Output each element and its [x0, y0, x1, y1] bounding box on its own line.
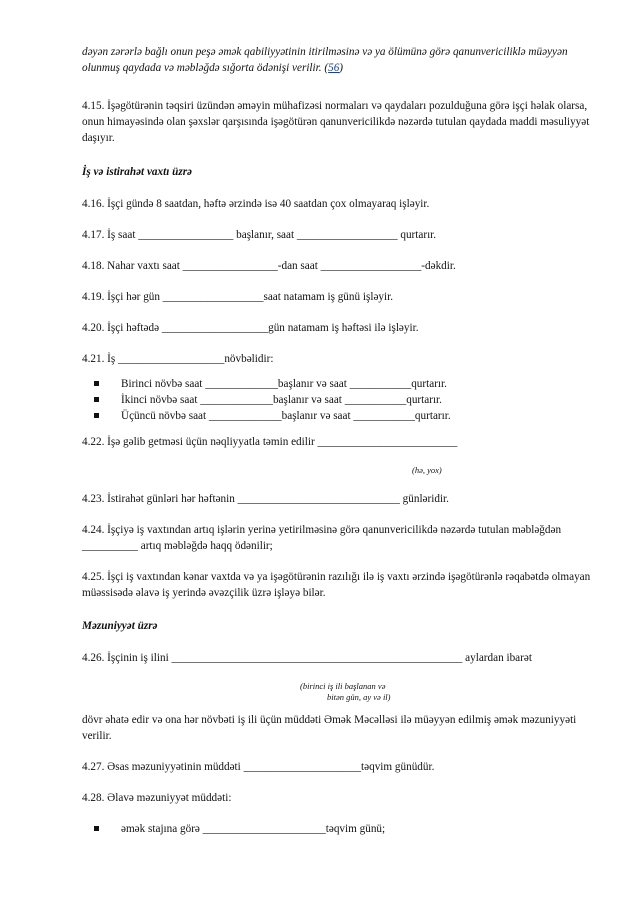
shift-text: Üçüncü növbə saat _____________başlanır və saat ___________qurtarır. [121, 410, 451, 422]
heading-work-rest-time: İş və istirahət vaxtı üzrə [82, 166, 193, 178]
list-item-extra-1 [82, 821, 602, 837]
clause-4-28: 4.28. Əlavə məzuniyyət müddəti: [82, 792, 232, 804]
clause-4-25: 4.25. İşçi iş vaxtından kənar vaxtda və ya işəgötürənin razılığı ilə iş vaxtı ərzində işəgötürənlə rəqabətdə olmayan müəssisədə əlavə iş yerində əvəzçilik üzrə işləyə bilər. [82, 571, 591, 599]
ref-open: ( [321, 62, 329, 74]
shift-text: İkinci növbə saat _____________başlanır və saat ___________qurtarır. [121, 394, 442, 406]
list-item-shift-1 [82, 376, 602, 392]
bullet-square-icon [94, 413, 99, 418]
bullet-square-icon [94, 381, 99, 386]
shift-list [82, 376, 602, 424]
ref-close: ) [339, 62, 344, 74]
clause-4-18: 4.18. Nahar vaxtı saat _________________-dan saat __________________-dəkdir. [82, 260, 456, 272]
clause-4-26: 4.26. İşçinin iş ilini ____________________________________________________ aylardan ibarət [82, 652, 532, 664]
intro-text: dəyən zərərlə bağlı onun peşə əmək qabiliyyətinin itirilməsinə və ya ölümünə görə qanunvericiliklə müəyyən olunmuş qaydada və məbləğdə sığorta ödənişi verilir. [82, 46, 568, 74]
extra-vacation-list [82, 821, 602, 837]
clause-4-23: 4.23. İstirahət günləri hər həftənin _____________________________ günləridir. [82, 493, 449, 505]
bullet-square-icon [94, 397, 99, 402]
clause-4-24: 4.24. İşçiyə iş vaxtından artıq işlərin yerinə yetirilməsinə görə qanunvericilikdə nəzərdə tutulan məbləğdən __________ artıq məbləğdə haqq ödənilir; [82, 524, 562, 552]
clause-4-22: 4.22. İşə gəlib getməsi üçün nəqliyyatla təmin edilir _________________________ [82, 436, 458, 448]
list-item-shift-2 [82, 392, 602, 408]
bullet-square-icon [94, 826, 99, 831]
note-year-line-2: bitən gün, ay və il) [327, 692, 391, 702]
extra-text: əmək stajına görə ______________________təqvim günü; [121, 823, 386, 835]
clause-4-17: 4.17. İş saat _________________ başlanır, saat __________________ qurtarır. [82, 229, 437, 241]
clause-4-21: 4.21. İş ___________________növbəlidir: [82, 353, 274, 365]
heading-vacation: Məzuniyyət üzrə [82, 620, 158, 632]
clause-4-16: 4.16. İşçi gündə 8 saatdan, həftə ərzində isə 40 saatdan çox olmayaraq işləyir. [82, 198, 430, 210]
clause-4-15: 4.15. İşəgötürənin təqsiri üzündən əməyin mühafizəsi normaları və qaydaları pozulduğuna görə işçi həlak olarsa, onun himayəsində olan şəxslər qarşısında işəgötürən qanunvericilikdə nəzərdə tutulan qaydada maddi məsuliyyət daşıyır. [82, 100, 590, 144]
clause-4-26-continued: dövr əhatə edir və ona hər növbəti iş ili üçün müddəti Əmək Məcəlləsi ilə müəyyən edilmiş əmək məzuniyyəti verilir. [82, 714, 577, 742]
intro-paragraph [82, 44, 602, 76]
clause-4-19: 4.19. İşçi hər gün __________________saat natamam iş günü işləyir. [82, 291, 394, 303]
clause-4-20: 4.20. İşçi həftədə ___________________gün natamam iş həftəsi ilə işləyir. [82, 322, 419, 334]
footnote-link-56[interactable]: 56 [328, 62, 340, 74]
clause-4-27: 4.27. Əsas məzuniyyətinin müddəti _____________________təqvim günüdür. [82, 761, 435, 773]
list-item-shift-3 [82, 408, 602, 424]
shift-text: Birinci növbə saat _____________başlanır və saat ___________qurtarır. [121, 378, 447, 390]
note-year-line-1: (birinci iş ili başlanan və [300, 681, 386, 691]
note-yes-no: (hə, yox) [412, 465, 442, 475]
